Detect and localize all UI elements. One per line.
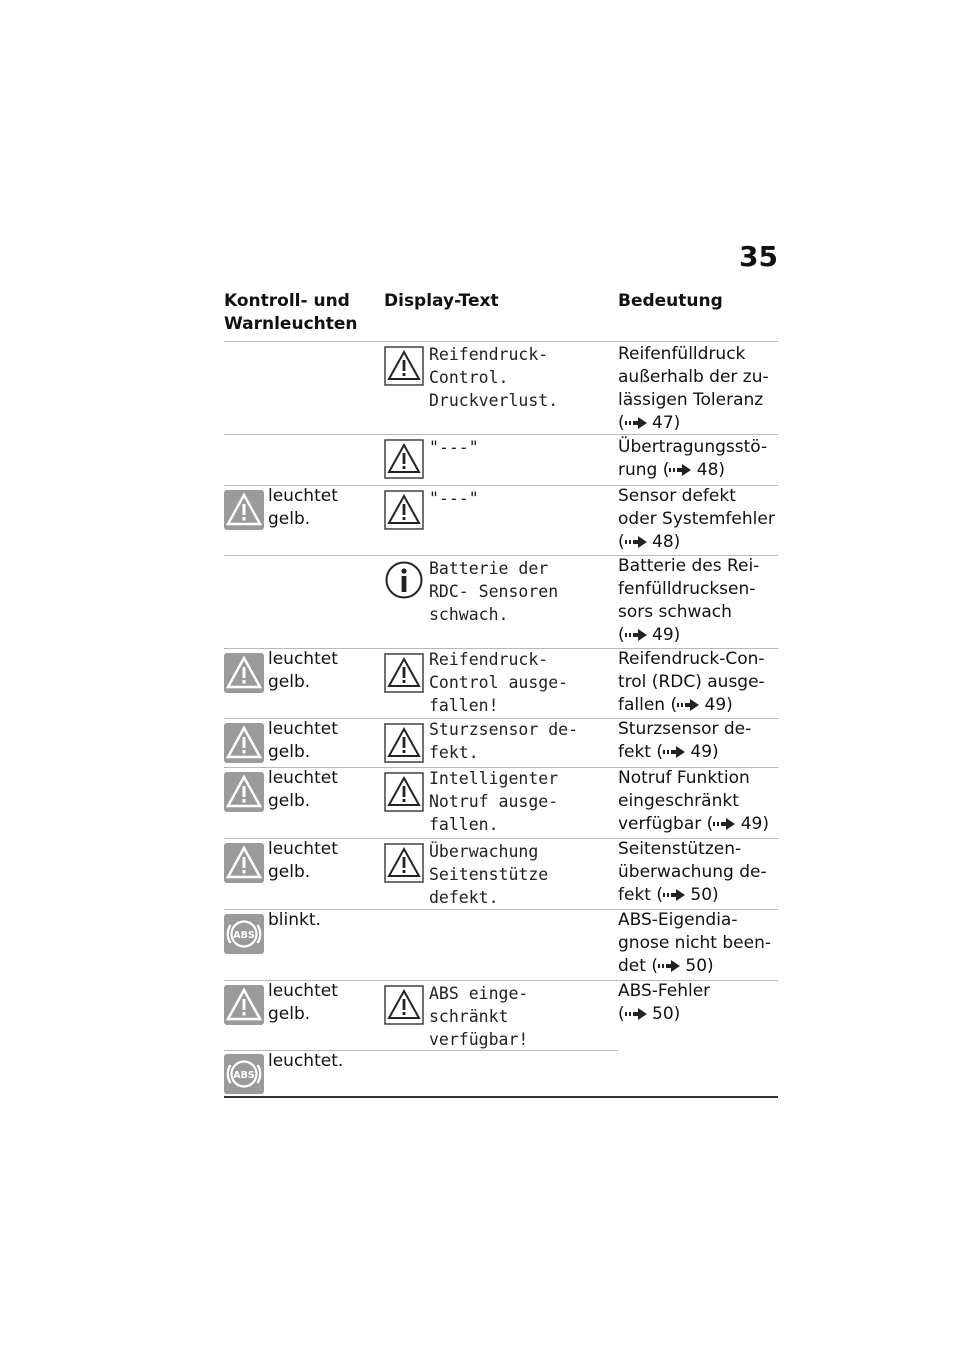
page-ref-arrow-icon <box>663 889 685 901</box>
warning-triangle-icon <box>224 653 264 693</box>
warning-triangle-icon <box>224 985 264 1025</box>
header-meaning: Bedeutung <box>618 291 723 311</box>
display-text: Sturzsensor de- fekt. <box>429 720 579 762</box>
page-number: 35 <box>739 240 778 273</box>
display-text: Reifendruck- Control ausge- fallen! <box>429 650 569 715</box>
header-display-text: Display-Text <box>384 291 499 311</box>
display-text: "---" <box>429 489 479 508</box>
page-ref-arrow-icon <box>713 818 735 830</box>
warning-triangle-icon <box>384 843 424 883</box>
info-icon <box>384 560 424 600</box>
table-bottom-rule <box>224 1096 778 1098</box>
header-indicators: Kontroll- und Warnleuchten <box>224 291 358 334</box>
indicator-status: leuchtet gelb. <box>268 768 338 811</box>
meaning-text: Sensor defekt oder Systemfehler ( 48) <box>618 486 775 552</box>
indicator-status: leuchtet gelb. <box>268 486 338 529</box>
warning-triangle-icon <box>384 490 424 530</box>
page-ref-arrow-icon <box>625 629 647 641</box>
meaning-text: Übertragungsstö-rung ( 48) <box>618 437 768 480</box>
indicator-status: leuchtet. <box>268 1051 344 1071</box>
table-row <box>224 718 778 767</box>
meaning-text: ABS-Fehler ( 50) <box>618 981 711 1024</box>
page-ref-arrow-icon <box>658 960 680 972</box>
warning-triangle-icon <box>384 772 424 812</box>
meaning-text: ABS-Eigendia-gnose nicht been-det ( 50) <box>618 910 771 976</box>
warning-triangle-icon <box>384 723 424 763</box>
table-row <box>224 767 778 838</box>
svg-text:ABS: ABS <box>233 1070 255 1081</box>
table-row <box>224 341 778 434</box>
abs-icon <box>224 1054 264 1094</box>
abs-icon <box>224 914 264 954</box>
indicator-status: leuchtet gelb. <box>268 719 338 762</box>
meaning-text: Seitenstützen-überwachung de-fekt ( 50) <box>618 839 767 905</box>
warning-triangle-icon <box>224 490 264 530</box>
page-ref-arrow-icon <box>669 464 691 476</box>
meaning-text: Reifenfülldruck außerhalb der zu-lässigen Toleranz ( 47) <box>618 344 769 433</box>
display-text: Überwachung Seitenstütze defekt. <box>429 842 549 907</box>
display-text: ABS einge- schränkt verfügbar! <box>429 984 529 1049</box>
indicator-status: leuchtet gelb. <box>268 839 338 882</box>
warning-triangle-icon <box>384 985 424 1025</box>
page-ref-arrow-icon <box>663 746 685 758</box>
display-text: Batterie der RDC- Sensoren schwach. <box>429 559 559 624</box>
indicator-status: leuchtet gelb. <box>268 649 338 692</box>
table-row <box>224 909 778 980</box>
warning-triangle-icon <box>384 346 424 386</box>
warning-triangle-icon <box>224 843 264 883</box>
warning-triangle-icon <box>224 723 264 763</box>
indicator-status: blinkt. <box>268 910 321 930</box>
display-text: "---" <box>429 438 479 457</box>
svg-text:ABS: ABS <box>233 930 255 941</box>
table-row <box>224 838 778 909</box>
meaning-text: Batterie des Rei-fenfülldrucksen-sors schwach ( 49) <box>618 556 760 645</box>
warning-triangle-icon <box>384 439 424 479</box>
warning-triangle-icon <box>384 653 424 693</box>
table-row <box>224 434 778 485</box>
meaning-text: Sturzsensor de-fekt ( 49) <box>618 719 752 762</box>
warning-triangle-icon <box>224 772 264 812</box>
meaning-text: Notruf Funktion eingeschränkt verfügbar ( 49) <box>618 768 769 834</box>
table-row <box>224 555 778 648</box>
display-text: Intelligenter Notruf ausge- fallen. <box>429 769 559 834</box>
meaning-text: Reifendruck-Con-trol (RDC) ausge-fallen ( 49) <box>618 649 765 715</box>
indicator-status: leuchtet gelb. <box>268 981 338 1024</box>
page-ref-arrow-icon <box>625 417 647 429</box>
table-row <box>224 648 778 718</box>
table-row <box>224 980 778 1050</box>
page-ref-arrow-icon <box>677 699 699 711</box>
display-text: Reifendruck- Control. Druckverlust. <box>429 345 559 410</box>
page-ref-arrow-icon <box>625 1008 647 1020</box>
page-ref-arrow-icon <box>625 536 647 548</box>
table-row <box>224 485 778 555</box>
table-row <box>224 1050 778 1096</box>
